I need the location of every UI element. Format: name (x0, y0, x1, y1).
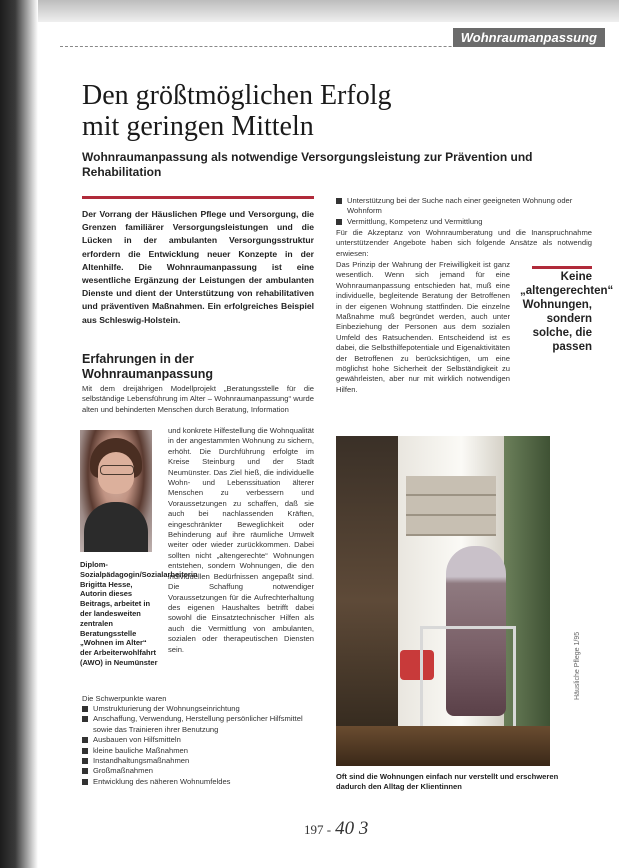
source-note: Häusliche Pflege 1/95 (574, 631, 581, 700)
hallway-photo-floor (336, 726, 550, 766)
hallway-photo (336, 436, 550, 766)
bullets-intro: Die Schwerpunkte waren (82, 694, 167, 703)
title-line-1: Den größtmöglichen Erfolg (82, 80, 392, 111)
bullet-list-col2 (336, 196, 592, 227)
hallway-photo-shelf (406, 476, 496, 536)
list-item: Umstrukturierung der Wohnungseinrichtung (82, 704, 314, 714)
body-text-col1-wrap: und konkrete Hilfestellung die Wohnqualität in der angestammten Wohnung zu sichern, erhöht. Die Durchführung erfolgte im Kreise Steinburg und der Stadt Neumünster. Das Ziel hieß, die individuelle Wohn- und Lebenssituation älterer Menschen zu verbessern und Voraussetzungen zu schaffen, daß sie auch bei nachlassenden Kräften, eingeschränkter Beweglichkeit oder Behinderung auf ihre räumliche Umwelt weiter oder wieder zurückkommen. Dabei sollten nicht „altengerechte“ Wohnungen entstehen, sondern Wohnungen, die den individuellen Bedürfnissen angepaßt sind. Die Schaffung notwendiger Voraussetzungen für die Aufrechterhaltung des eigenen Haushaltes betrifft dabei sowohl die Einsatztechnischer Hilfen als auch die Vermittlung von ambulanten, sozialen oder therapeutischen Diensten sein. (168, 426, 314, 654)
photo-caption: Oft sind die Wohnungen einfach nur verstellt und erschweren dadurch den Alltag der Klientinnen (336, 772, 559, 791)
scan-edge-shadow (0, 0, 38, 868)
list-item: Entwicklung des näheren Wohnumfeldes (82, 777, 314, 787)
list-item: Vermittlung, Kompetenz und Vermittlung (336, 217, 592, 227)
lead-red-rule (82, 196, 314, 199)
author-photo (80, 430, 152, 552)
author-caption: Diplom-Sozialpädagogin/Sozialarbeiterin Brigitta Hesse, Autorin dieses Beitrags, arbeitet in der landesweiten zentralen Beratungsstelle „Wohnen im Alter“ der Arbeiterwohlfahrt (AWO) in Neumünster (80, 560, 198, 667)
list-item: Ausbauen von Hilfsmitteln (82, 735, 314, 745)
list-item: Instandhaltungsmaßnahmen (82, 756, 314, 766)
list-item: Anschaffung, Verwendung, Herstellung persönlicher Hilfsmittel sowie das Trainieren ihrer Benutzung (82, 714, 314, 735)
author-photo-coat (84, 502, 148, 552)
body-text-col2-p2: Das Prinzip der Wahrung der Freiwilligkeit ist ganz wesentlich. Wenn sich jemand für eine Wohnraumanpassung entschieden hat, muß eine individuelle, begleitende Beratung der Betroffenen in der eigenen Wohnung stattfinden. Die einzelne Maßnahme muß begründet werden, auch unter Einbeziehung der Personen aus dem sozialen Umfeld des Ratsuchenden. Entscheidend ist es dabei, die Selbsthilfepotentiale und Eigenaktivitäten der Betroffenen zu berücksichtigen, um eine möglichst hohe Sicherheit der Selbständigkeit zu gewährleisten, aber nur mit wirklich notwendigen Hilfen. (336, 260, 510, 394)
list-item: Großmaßnahmen (82, 766, 314, 776)
hallway-photo-walker (420, 626, 516, 739)
hallway-photo-shadow (336, 436, 398, 766)
printed-page-number: 197 - (304, 822, 332, 837)
pull-quote: Keine „altengerechten“ Wohnungen, sondern solche, die passen (520, 271, 614, 353)
pullquote-red-rule (532, 266, 592, 269)
article-subtitle: Wohnraumanpassung als notwendige Versorgungsleistung zur Prävention und Rehabilitation (82, 150, 533, 179)
section-tag: Wohnraumanpassung (453, 28, 605, 47)
page-number (304, 818, 368, 840)
list-item: Unterstützung bei der Suche nach einer geeigneten Wohnung oder Wohnform (336, 196, 592, 217)
body-text-col2-p1: Für die Akzeptanz von Wohnraumberatung und die Inanspruchnahme unterstützender Angebote haben sich folgende Ansätze als notwendig erwiesen: (336, 228, 592, 258)
section-heading: Erfahrungen in der Wohnraumanpassung (82, 352, 214, 381)
title-line-2: mit geringen Mitteln (82, 111, 314, 142)
lead-paragraph: Der Vorrang der Häuslichen Pflege und Versorgung, die Grenzen familiärer Versorgungsleistungen und die Lücken in der ambulanten Versorgungsstruktur erfordern die Entwicklung neuer Konzepte in der Altenhilfe. Die Wohnraumanpassung ist eine wesentliche Ergänzung der Leistungen der ambulanten Dienste und dient der Unterstützung von rehabilitativen und präventiven Maßnahmen. Ein erfolgreiches Beispiel aus Schleswig-Holstein. (82, 209, 314, 325)
list-item: kleine bauliche Maßnahmen (82, 746, 314, 756)
scan-top-band (38, 0, 619, 22)
article-title (82, 80, 542, 142)
author-photo-glasses (100, 465, 134, 475)
body-text-col1-top: Mit dem dreijährigen Modellprojekt „Beratungsstelle für die selbständige Lebensführung im Alter – Wohnraumanpassung“ wurde alten und behinderten Menschen durch Beratung, Information (82, 384, 314, 414)
handwritten-page-number: 40 3 (335, 818, 369, 839)
bullet-list-col1 (82, 704, 314, 787)
